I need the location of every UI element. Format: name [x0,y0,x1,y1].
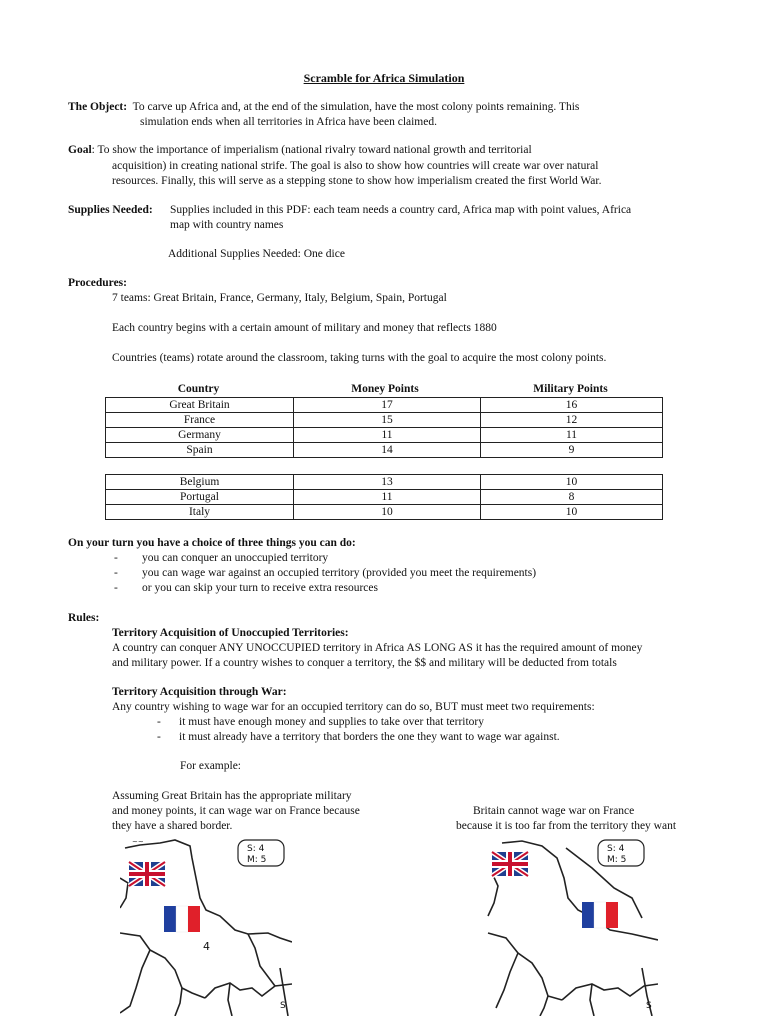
border-line [120,933,205,998]
war-item: it must already have a territory that borders the one they want to wage war against. [179,731,560,743]
table-cell: 9 [481,443,663,458]
territory-number: 4 [203,940,210,953]
table-cell: 14 [294,443,481,458]
table-cell: Italy [106,505,294,520]
goal-line2: acquisition) in creating national strife. The goal is also to show how countries will create war over natural [112,160,599,172]
table-cell: Belgium [106,475,294,490]
table-cell: 15 [294,413,481,428]
unoccupied-line2: and military power. If a country wishes to conquer a territory, the $$ and military will be deducted from totals [112,657,617,669]
dash: - [157,716,161,728]
example-left-line1: Assuming Great Britain has the appropriate military [112,790,352,802]
badge-s-value: S: 4 [247,844,265,854]
right-map-image [482,838,658,1016]
choices-heading: On your turn you have a choice of three things you can do: [68,537,356,549]
table-cell: 10 [481,475,663,490]
example-label: For example: [180,760,241,772]
war-heading: Territory Acquisition through War: [112,686,287,698]
table-row [106,398,663,413]
badge-m-value: M: 5 [607,855,627,865]
unoccupied-line1: A country can conquer ANY UNOCCUPIED territory in Africa AS LONG AS it has the required amount of money [112,642,643,654]
border-line [228,983,232,1016]
border-line [205,983,292,998]
list-item [114,567,536,579]
table-cell: Germany [106,428,294,443]
object-text: To carve up Africa and, at the end of the simulation, have the most colony points remaining. This [132,101,580,113]
table-cell: Portugal [106,490,294,505]
list-item [114,552,328,564]
example-left-line3: they have a shared border. [112,820,233,832]
britain-flag-icon [492,852,528,876]
supplies-line2: map with country names [170,219,284,231]
dash: - [157,731,161,743]
goal-line1 [68,144,532,156]
table-cell: 16 [481,398,663,413]
example-right-line2: because it is too far from the territory they want [456,820,677,832]
procedures-label: Procedures: [68,277,127,289]
britain-flag-icon [129,862,165,886]
page-title: Scramble for Africa Simulation [303,71,465,85]
dash: - [114,567,118,579]
supplies-line1: Supplies included in this PDF: each team needs a country card, Africa map with point values, Africa [170,204,632,216]
choice-text: you can conquer an unoccupied territory [142,552,329,564]
table-row [106,443,663,458]
corner-label: S [280,1001,286,1011]
table-cell: France [106,413,294,428]
table-cell: 12 [481,413,663,428]
table-row [106,490,663,505]
dash: - [114,582,118,594]
goal-line3: resources. Finally, this will serve as a stepping stone to show how imperialism created the first World War. [112,175,602,187]
map-scribble: ~~ [132,838,144,846]
list-item [114,582,378,594]
object-line1 [68,101,579,113]
corner-label: S [646,1001,652,1011]
rules-label: Rules: [68,612,100,624]
table-cell: 10 [294,505,481,520]
procedures-teams: 7 teams: Great Britain, France, Germany, Italy, Belgium, Spain, Portugal [112,292,447,304]
unoccupied-heading: Territory Acquisition of Unoccupied Territories: [112,627,349,639]
border-line [248,934,275,986]
border-line [540,996,548,1016]
table-cell: 11 [481,428,663,443]
points-table-1 [105,397,663,458]
list-item [157,731,560,743]
header-country: Country [177,383,220,395]
table-row [106,505,663,520]
table-cell: 13 [294,475,481,490]
table-row [106,428,663,443]
goal-text: : To show the importance of imperialism (national rivalry toward national growth and territorial [91,144,532,156]
table-cell: 11 [294,428,481,443]
table-cell: 10 [481,505,663,520]
table-cell: Spain [106,443,294,458]
war-item: it must have enough money and supplies to take over that territory [179,716,484,728]
choice-text: or you can skip your turn to receive extra resources [142,582,378,594]
header-money: Money Points [351,383,419,395]
table-cell: 8 [481,490,663,505]
border-line [488,933,562,1000]
badge-s-value: S: 4 [607,844,625,854]
table-cell: Great Britain [106,398,294,413]
war-line1: Any country wishing to wage war for an occupied territory can do so, BUT must meet two requirements: [112,701,595,713]
supplies-additional: Additional Supplies Needed: One dice [168,248,345,260]
supplies-label: Supplies Needed: [68,204,153,216]
france-flag-icon [582,902,618,928]
border-line [120,950,150,1013]
choice-text: you can wage war against an occupied territory (provided you meet the requirements) [142,567,537,579]
object-line2: simulation ends when all territories in Africa have been claimed. [140,116,437,128]
border-line [562,984,658,1000]
procedures-rotate: Countries (teams) rotate around the classroom, taking turns with the goal to acquire the most colony points. [112,352,607,364]
procedures-begin: Each country begins with a certain amount of military and money that reflects 1880 [112,322,497,334]
table-row [106,413,663,428]
points-table-2 [105,474,663,520]
example-left-line2: and money points, it can wage war on France because [112,805,360,817]
header-military: Military Points [533,383,608,395]
example-right-line1: Britain cannot wage war on France [473,805,635,817]
table-cell: 17 [294,398,481,413]
points-badge [238,840,284,866]
france-flag-icon [164,906,200,932]
dash: - [114,552,118,564]
border-line [175,988,182,1016]
badge-m-value: M: 5 [247,855,267,865]
object-label: The Object: [68,101,128,113]
table-cell: 11 [294,490,481,505]
points-badge [598,840,644,866]
coast-line [120,878,128,908]
coast-line [488,873,498,916]
list-item [157,716,484,728]
table-row [106,475,663,490]
left-map-image [120,838,292,1016]
border-line [496,953,518,1008]
goal-label: Goal [68,144,92,156]
border-line [590,984,594,1016]
